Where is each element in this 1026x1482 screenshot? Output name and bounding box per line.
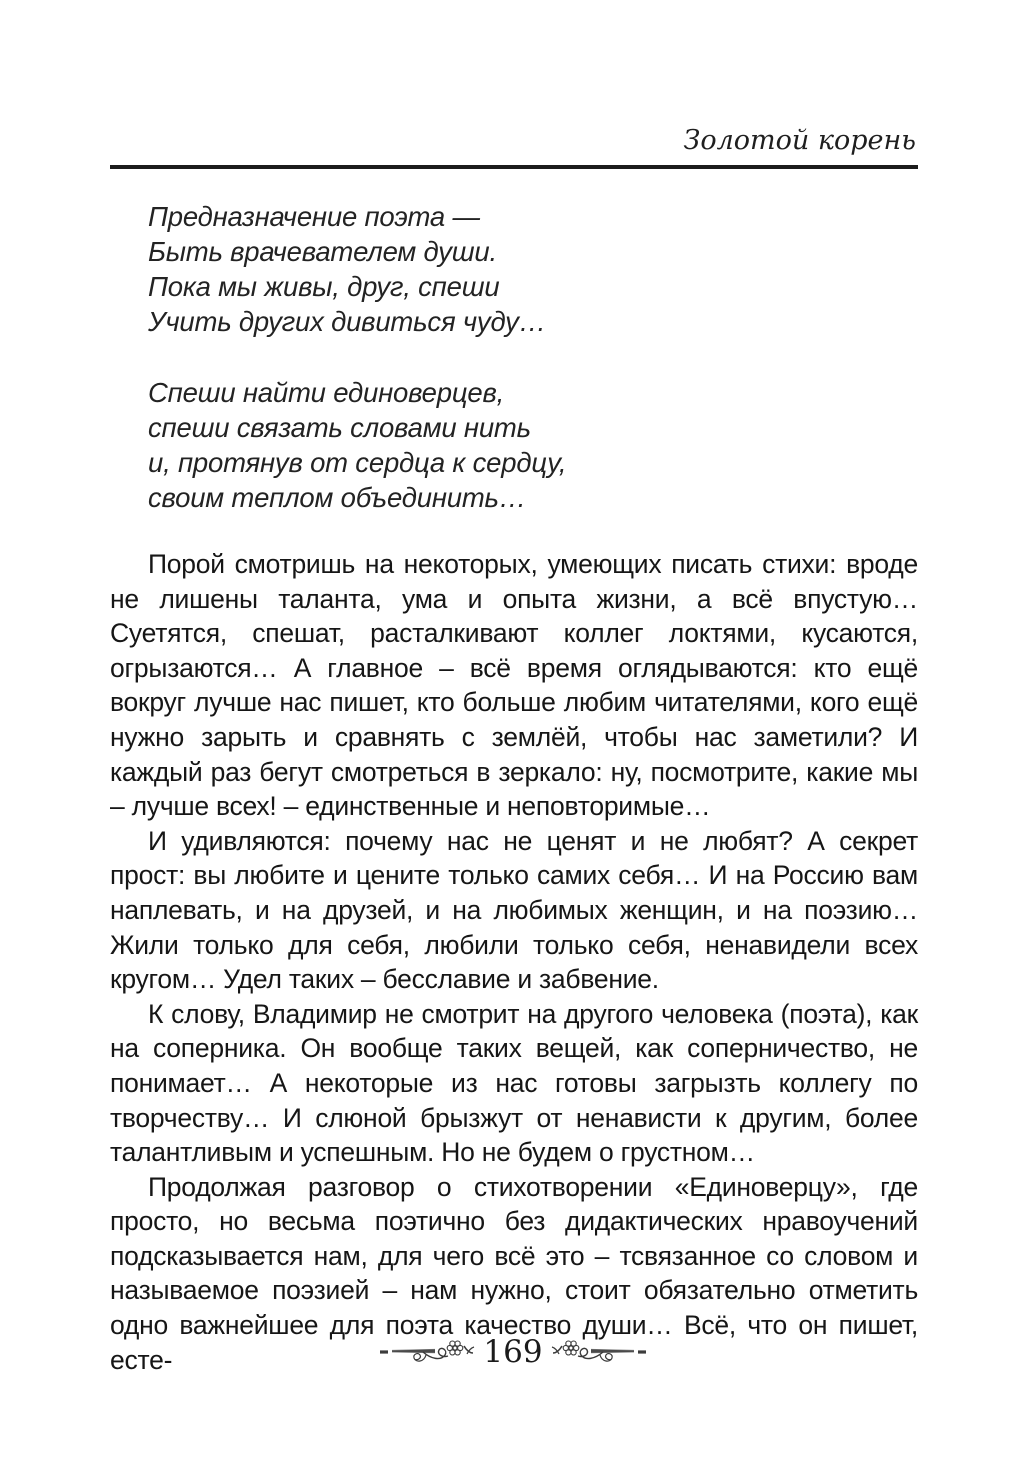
paragraph: Порой смотришь на некоторых, умеющих писать стихи: вроде не лишены таланта, ума и опыта жизни, а всё впустую… Суетятся, спешат, расталкивают коллег локтями, кусаются, огрызаются… А главное – всё время оглядываются: кто ещё вокруг лучше нас пишет, кто больше любим читателями, кого ещё нужно зарыть и сравнять с землёй, чтобы нас заметили? И каждый раз бегут смотреться в зеркало: ну, посмотрите, какие мы – лучше всех! – единственные и неповторимые… — [110, 549, 918, 822]
flourish-icon — [551, 1334, 647, 1370]
paragraph: И удивляются: почему нас не ценят и не любят? А секрет прост: вы любите и цените только самих себя… И на Россию вам наплевать, и на друзей, и на любимых женщин, и на поэзию… Жили только для себя, любили только себя, ненавидели всех кругом… Удел таких – бесславие и забвение. — [110, 825, 918, 995]
poem-line: Спеши найти единоверцев, — [148, 377, 505, 408]
body-text — [110, 547, 918, 1377]
page-footer — [0, 1334, 1026, 1370]
poem-line: Быть врачевателем души. — [148, 236, 497, 267]
poem-line: спеши связать словами нить — [148, 412, 531, 443]
poem — [148, 199, 918, 515]
poem-stanza-1 — [148, 199, 918, 339]
poem-line: Предназначение поэта — — [148, 201, 480, 232]
paragraph: Продолжая разговор о стихотворении «Единоверцу», где просто, но весьма поэтично без дидактических нравоучений подсказывается нам, для чего всё это – тсвязанное со словом и называемое поэзией – нам нужно, стоит обязательно отметить одно важнейшее для поэта качество души… Всё, что он пишет, есте- — [110, 1171, 918, 1375]
running-header: Золотой корень — [683, 125, 916, 156]
page-number: 169 — [483, 1334, 543, 1370]
header-rule — [110, 165, 918, 169]
poem-line: Пока мы живы, друг, спеши — [148, 271, 500, 302]
poem-stanza-2 — [148, 375, 918, 515]
poem-line: и, протянув от сердца к сердцу, — [148, 447, 567, 478]
flourish-icon — [379, 1334, 475, 1370]
paragraph: К слову, Владимир не смотрит на другого человека (поэта), как на соперника. Он вообще таких вещей, как соперничество, не понимает… А некоторые из нас готовы загрызть коллегу по творчеству… И слюной брызжут от ненависти к другим, более талантливым и успешным. Но не будем о грустном… — [110, 998, 918, 1168]
poem-line: своим теплом объединить… — [148, 482, 527, 513]
poem-line: Учить других дивиться чуду… — [148, 306, 547, 337]
